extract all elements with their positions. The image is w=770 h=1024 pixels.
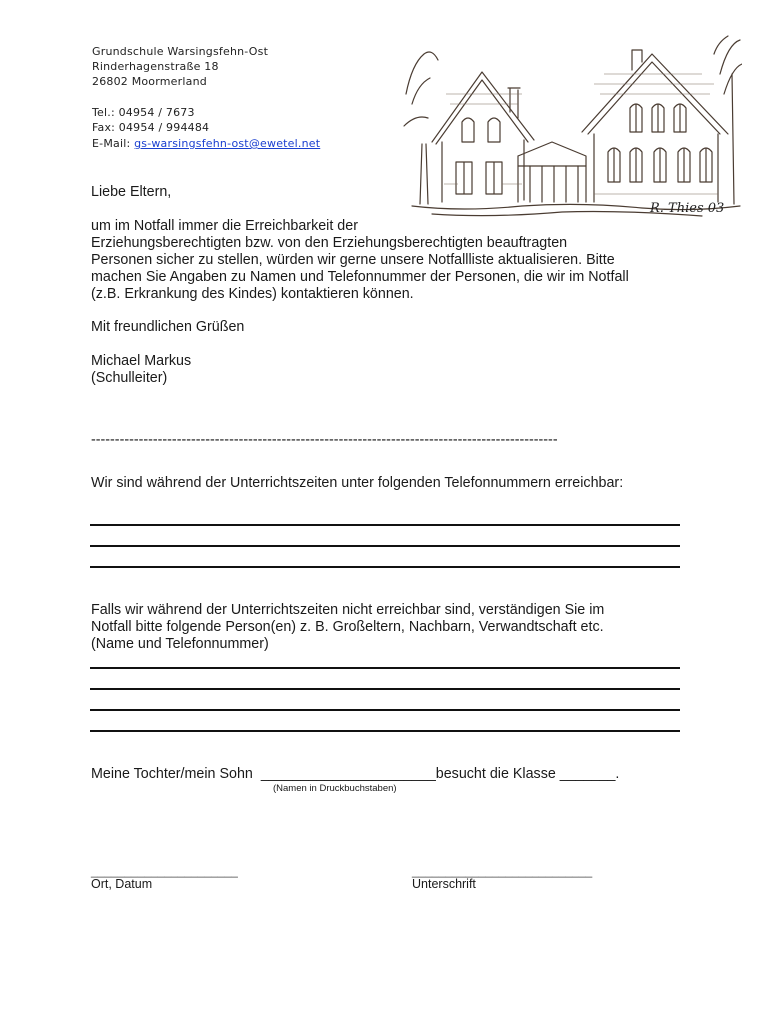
signer-name: Michael Markus [91, 353, 192, 369]
signature-blank[interactable]: ___________________________ [412, 864, 593, 878]
place-date-label: Ort, Datum [91, 877, 153, 891]
class-text: besucht die Klasse _______. [435, 766, 620, 782]
email-link[interactable]: gs-warsingsfehn-ost@ewetel.net [134, 137, 321, 150]
signer-role: (Schulleiter) [91, 370, 168, 386]
school-street: Rinderhagenstraße 18 [92, 60, 219, 73]
intro-line-4: machen Sie Angaben zu Namen und Telefonnummer der Personen, die wir im Notfall [91, 269, 629, 285]
school-fax: Fax: 04954 / 994484 [92, 121, 210, 134]
name-hint: (Namen in Druckbuchstaben) [273, 783, 397, 794]
intro-line-3: Personen sicher zu stellen, würden wir gerne unsere Notfallliste aktualisieren. Bitte [91, 252, 615, 268]
child-class-line [91, 766, 619, 783]
school-city: 26802 Moormerland [92, 75, 207, 88]
alt-contact-line-1: Falls wir während der Unterrichtszeiten nicht erreichbar sind, verständigen Sie im [91, 602, 605, 618]
place-date-blank[interactable]: ______________________ [91, 864, 238, 878]
closing: Mit freundlichen Grüßen [91, 319, 245, 335]
intro-line-1: um im Notfall immer die Erreichbarkeit der [91, 218, 358, 234]
phone-entry-line[interactable] [90, 545, 680, 547]
artist-signature: R. Thies 03 [650, 201, 725, 216]
intro-line-2: Erziehungsberechtigten bzw. von den Erziehungsberechtigten beauftragten [91, 235, 568, 251]
school-email-line [92, 136, 320, 151]
signature-label: Unterschrift [412, 877, 476, 891]
alt-contact-line-2: Notfall bitte folgende Person(en) z. B. Großeltern, Nachbarn, Verwandtschaft etc. [91, 619, 604, 635]
child-prefix: Meine Tochter/mein Sohn [91, 766, 253, 782]
child-name-blank[interactable]: ______________________ [260, 766, 436, 782]
intro-line-5: (z.B. Erkrankung des Kindes) kontaktieren können. [91, 286, 414, 302]
email-label: E-Mail: [92, 137, 135, 150]
school-phone: Tel.: 04954 / 7673 [92, 106, 195, 119]
alt-contact-entry-line[interactable] [90, 709, 680, 711]
alt-contact-entry-line[interactable] [90, 730, 680, 732]
phone-entry-line[interactable] [90, 524, 680, 526]
alt-contact-entry-line[interactable] [90, 688, 680, 690]
greeting: Liebe Eltern, [91, 184, 172, 200]
cut-separator: -------------------------------------------------------------------------------------------------- [91, 432, 558, 448]
phones-prompt: Wir sind während der Unterrichtszeiten unter folgenden Telefonnummern erreichbar: [91, 475, 624, 491]
school-building-sketch [402, 34, 742, 220]
school-name: Grundschule Warsingsfehn-Ost [92, 45, 269, 58]
alt-contact-entry-line[interactable] [90, 667, 680, 669]
alt-contact-line-3: (Name und Telefonnummer) [91, 636, 269, 652]
phone-entry-line[interactable] [90, 566, 680, 568]
